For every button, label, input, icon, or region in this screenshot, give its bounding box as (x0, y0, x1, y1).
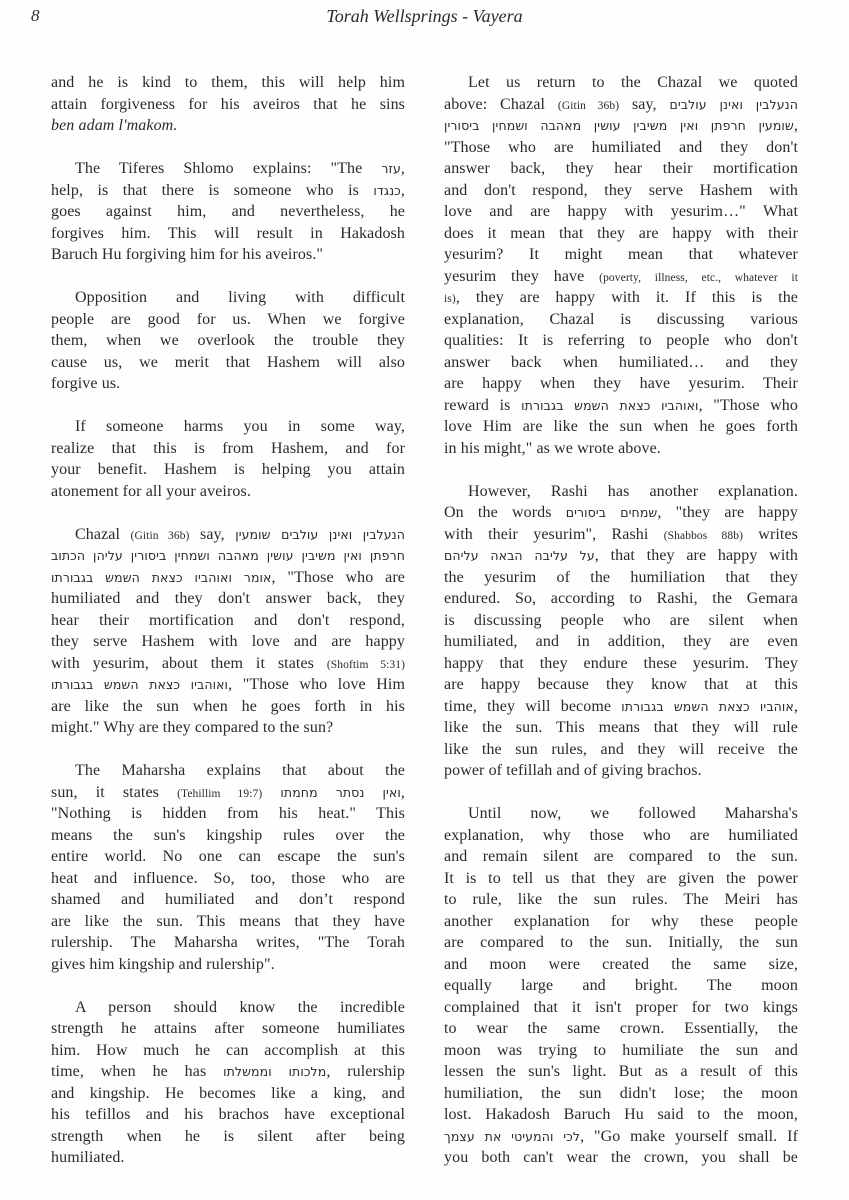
text-line: explanation, Chazal is discussing various (444, 310, 798, 328)
paragraph (444, 481, 798, 782)
text-line: humiliation, the sun didn't lose; the moon (444, 1084, 798, 1102)
text-line: rulership. The Maharsha writes, "The Torah (51, 934, 405, 951)
text-line: Opposition and living with difficult (75, 289, 405, 306)
text-line: lessen the sun's light. But as a result of this (444, 1063, 798, 1080)
text-line: Let us return to the Chazal we quoted (468, 74, 798, 91)
text-line: are happy when they have yesurim. Their (444, 375, 798, 392)
text-line: heat and influence. So, too, those who are (51, 869, 405, 887)
text-line: A person should know the incredible (75, 998, 405, 1016)
text-line: strength when he is silent after being (51, 1127, 405, 1145)
text-line: complained that it isn't proper for two kings (444, 998, 798, 1016)
text-line: However, Rashi has another explanation. (468, 482, 798, 500)
text-line: happy that they endure these yesurim. They (444, 654, 798, 672)
text-line: The Tiferes Shlomo explains: "The עזר, (75, 160, 405, 177)
text-line: entire world. No one can escape the sun's (51, 848, 405, 865)
paragraph (51, 760, 405, 975)
page-number: 8 (31, 6, 40, 25)
text-line: and kingship. He becomes like a king, and (51, 1084, 405, 1102)
text-line: the yesurim of the humiliation that they (444, 568, 798, 586)
text-line: אומר ואוהביו כצאת השמש בגבורתו, "Those who are (51, 568, 405, 586)
text-line: love and are happy with yesurim…" What (444, 203, 798, 220)
text-line: does it mean that they are happy with their (444, 224, 798, 242)
text-line: you both can't wear the crown, you shall be (444, 1149, 798, 1166)
paragraph (51, 524, 405, 739)
text-line: endured. So, according to Rashi, the Gemara (444, 590, 798, 607)
text-line: If someone harms you in some way, (75, 418, 405, 435)
text-line: sun, it states (Tehillim 19:7) ואין נסתר מחמתו, (51, 783, 405, 801)
text-line: his tefillos and his brachos have exceptional (51, 1106, 405, 1123)
text-line: are happy because they know that at this (444, 676, 798, 693)
hebrew-text-line: חרפתן ואין משיבין עושין מאהבה ושמחין ביסורין עליהן הכתוב (51, 548, 405, 563)
text-line: they serve Hashem with love and are happy (51, 633, 405, 650)
text-line: attain forgiveness for his aveiros that he sins (51, 95, 405, 113)
text-line: shamed and humiliated and don’t respond (51, 891, 405, 908)
text-line: are like the sun when he goes forth in his (51, 697, 405, 715)
text-line: humiliated. (51, 1149, 125, 1166)
page-header (0, 4, 849, 34)
text-line: lost. Hakadosh Baruch Hu said to the moon, (444, 1106, 798, 1123)
text-line: forgive us. (51, 375, 121, 392)
text-line: is discussing people who are silent when (444, 611, 798, 629)
text-line: are compared to the sun. Initially, the sun (444, 934, 798, 951)
text-line: It is to tell us that they are given the power (444, 869, 798, 887)
text-line: moon was trying to humiliate the sun and (444, 1041, 798, 1059)
text-line: and don't respond, they serve Hashem with (444, 181, 798, 199)
text-line: with yesurim, about them it states (Shoftim 5:31) (51, 654, 405, 672)
text-line: Chazal (Gitin 36b) say, הנעלבין ואינן עולבים שומעין (75, 525, 406, 543)
text-line: realize that this is from Hashem, and for (51, 439, 405, 457)
text-line: על עליבה הבאה עליהם, that they are happy with (444, 547, 799, 564)
text-line: ben adam l'makom. (51, 117, 178, 134)
text-line: לכי והמעיטי את עצמך, "Go make yourself small. If (444, 1127, 798, 1145)
text-line: goes against him, and nevertheless, he (51, 203, 405, 220)
text-line: people are good for us. When we forgive (51, 310, 405, 328)
text-line: yesurim they have (poverty, illness, etc., whatever it (444, 267, 798, 285)
text-line: humiliated and they don't answer back, they (51, 590, 405, 607)
paragraph (444, 72, 798, 459)
text-line: him. How much he can accomplish at this (51, 1041, 405, 1059)
text-line: like the sun. This means that they will rule (444, 719, 798, 736)
text-line: might." Why are they compared to the sun? (51, 719, 334, 736)
text-line: strength he attains after someone humiliates (51, 1020, 405, 1037)
text-line: answer back, they hear their mortification (444, 160, 798, 177)
text-line: Until now, we followed Maharsha's (468, 805, 798, 822)
paragraph (51, 158, 405, 266)
paragraph (51, 997, 405, 1169)
text-line: time, they will become אוהביו כצאת השמש בגבורתו, (444, 697, 798, 715)
text-line: explanation, why those who are humiliated (444, 826, 798, 844)
text-line: On the words שמחים ביסורים, "they are happy (444, 504, 799, 521)
running-title: Torah Wellsprings - Vayera (326, 6, 523, 26)
text-line: to rule, like the sun rules. The Meiri has (444, 891, 798, 908)
text-line: in his might," as we wrote above. (444, 439, 661, 457)
text-line: and remain silent are compared to the sun. (444, 848, 798, 865)
text-line: and moon were created the same size, (444, 955, 798, 973)
right-column (444, 72, 798, 1190)
text-line: gives him kingship and rulership". (51, 955, 275, 973)
text-line: hear their mortification and don't respond, (51, 611, 405, 629)
text-line: yesurim? It might mean that whatever (444, 246, 798, 263)
text-line: humiliated, and in addition, they are even (444, 633, 798, 650)
text-line: another explanation for why these people (444, 912, 798, 930)
text-line: means the sun's kingship rules over the (51, 826, 405, 844)
text-line: forgives him. This will result in Hakadosh (51, 224, 405, 242)
text-line: reward is ואוהביו כצאת השמש בגבורתו, "Those who (444, 396, 798, 414)
text-line: to wear the same crown. Essentially, the (444, 1020, 798, 1037)
text-line: and he is kind to them, this will help him (51, 74, 405, 91)
text-line: Baruch Hu forgiving him for his aveiros." (51, 246, 324, 263)
paragraph (51, 72, 405, 137)
paragraph (444, 803, 798, 1169)
text-line: equally large and bright. The moon (444, 977, 798, 994)
text-line: "Those who are humiliated and they don't (444, 138, 798, 156)
text-line: ואוהביו כצאת השמש בגבורתו, "Those who love Him (51, 676, 406, 693)
text-line: The Maharsha explains that about the (75, 762, 405, 779)
text-line: above: Chazal (Gitin 36b) say, הנעלבין ואינן עולבים (444, 95, 799, 113)
paragraph (51, 416, 405, 502)
text-line: love Him are like the sun when he goes forth (444, 418, 798, 435)
text-line: power of tefillah and of giving brachos. (444, 762, 702, 779)
hebrew-text-line: שומעין חרפתן ואין משיבין עושין מאהבה ושמחין ביסורין, (444, 117, 798, 134)
left-column (51, 72, 405, 1190)
text-line: answer back when humiliated… and they (444, 353, 798, 371)
paragraph (51, 287, 405, 395)
text-line: them, when we overlook the trouble they (51, 332, 405, 349)
text-line: like the sun rules, and they will receive the (444, 740, 798, 758)
text-line: with their yesurim", Rashi (Shabbos 88b) writes (444, 525, 798, 543)
text-line: time, when he has מלכותו וממשלתו, rulership (51, 1063, 406, 1080)
text-line: cause us, we merit that Hashem will also (51, 353, 405, 371)
text-line: "Nothing is hidden from his heat." This (51, 805, 405, 822)
text-line: is), they are happy with it. If this is the (444, 289, 798, 306)
text-line: your benefit. Hashem is helping you attain (51, 461, 405, 478)
text-line: atonement for all your aveiros. (51, 482, 251, 500)
text-line: help, is that there is someone who is כנגדו, (51, 181, 405, 199)
text-line: qualities: It is referring to people who don't (444, 332, 798, 349)
text-line: are like the sun. This means that they have (51, 912, 405, 930)
